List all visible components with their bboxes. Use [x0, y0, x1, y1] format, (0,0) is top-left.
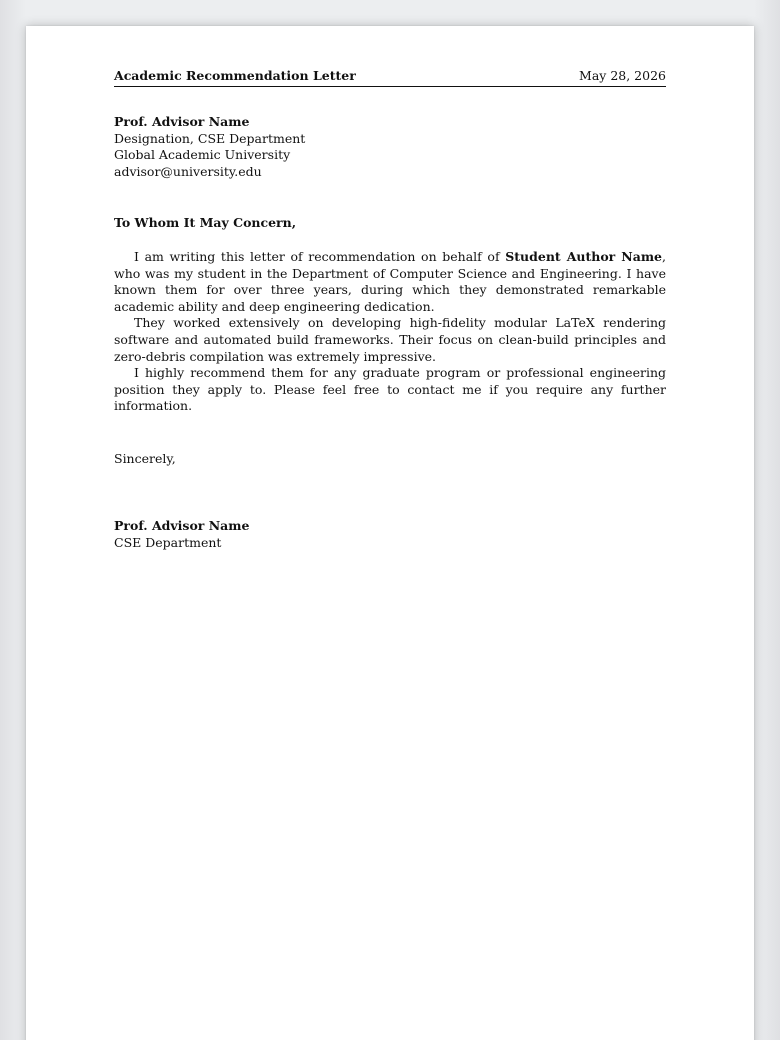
- letter-body: [114, 249, 666, 415]
- body-paragraph-3: I highly recommend them for any graduate program or professional engineering position they apply to. Please feel free to contact me if you require any further information.: [114, 365, 666, 414]
- sender-email: advisor@university.edu: [114, 163, 262, 179]
- body-paragraph-1: [114, 249, 666, 315]
- sender-designation: Designation, CSE Department: [114, 130, 306, 146]
- letter-page: [26, 26, 754, 1040]
- body-paragraph-1-rest: , who was my student in the Department of Computer Science and Engineering. I have known them for over three years, during which they demonstrated remarkable academic ability and deep engineering dedication.: [114, 249, 666, 314]
- body-paragraph-1-intro: I am writing this letter of recommendation on behalf of: [134, 249, 506, 264]
- body-paragraph-2: They worked extensively on developing high-fidelity modular LaTeX rendering software and automated build frameworks. Their focus on clean-build principles and zero-debris compilation was extremely impressive.: [114, 315, 666, 364]
- sender-block: [114, 114, 305, 180]
- signature-department: CSE Department: [114, 534, 222, 550]
- signature-block: [114, 518, 249, 551]
- student-name: Student Author Name: [505, 249, 662, 264]
- header-title: Academic Recommendation Letter: [114, 68, 356, 83]
- letter-header: [114, 68, 666, 87]
- sender-institution: Global Academic University: [114, 147, 291, 163]
- salutation: To Whom It May Concern,: [114, 215, 297, 230]
- sender-name: Prof. Advisor Name: [114, 114, 250, 129]
- signature-name: Prof. Advisor Name: [114, 518, 250, 533]
- closing: Sincerely,: [114, 451, 176, 466]
- header-date: May 28, 2026: [579, 68, 666, 83]
